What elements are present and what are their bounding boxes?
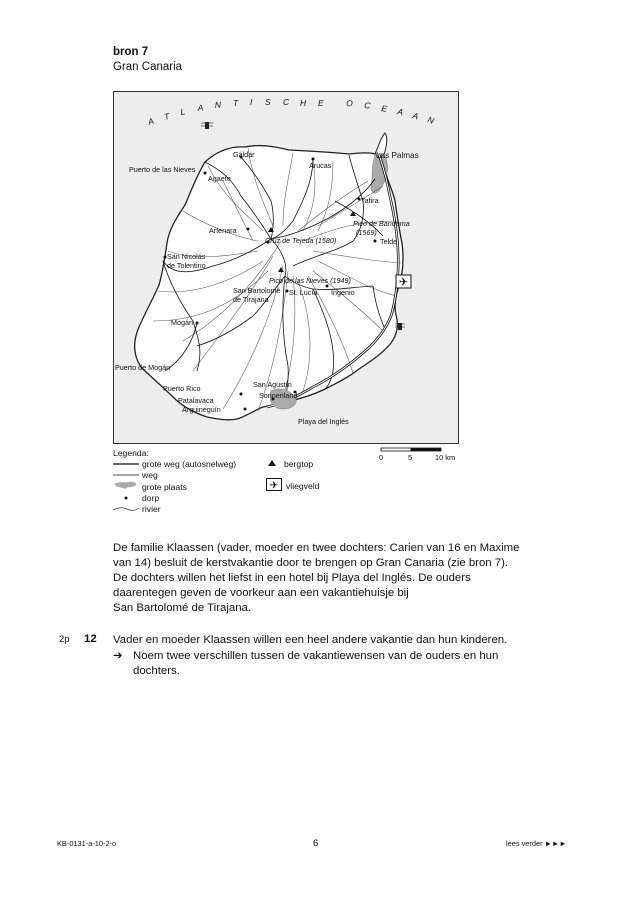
label-pico-de-las-nieves: Pico de las Nieves (1949): [269, 276, 351, 285]
label-st-lucia: St. Lucía: [289, 288, 318, 297]
scale-label: 5: [408, 453, 413, 462]
label-artenara: Artenara: [209, 226, 237, 235]
intro-paragraph: [113, 541, 563, 616]
peak-marker-icon: [266, 459, 284, 470]
ocean-letter: H: [300, 98, 307, 108]
label-arguineguin: Arguineguín: [182, 405, 221, 414]
legend-label: weg: [142, 470, 158, 481]
label-tafira: Tafira: [361, 196, 379, 205]
question-instruction: [113, 649, 498, 679]
gran-canaria-map: [113, 91, 459, 444]
map-legend: [113, 448, 236, 515]
paragraph-line: San Bartolomé de Tirajana.: [113, 602, 252, 615]
label-playa-del-ingles: Playa del Inglés: [298, 417, 349, 426]
paragraph-line: daarentegen geven de voorkeur aan een vakantiehuisje bij: [113, 587, 409, 600]
airport-icon: [266, 478, 286, 494]
source-title: Gran Canaria: [113, 61, 183, 73]
label-las-palmas: Las Palmas: [376, 151, 419, 160]
legend-item-large-place: [113, 482, 236, 493]
legend-label: dorp: [142, 492, 160, 503]
ocean-letter: S: [265, 97, 271, 107]
label-de-tirajana: de Tirajana: [233, 295, 269, 304]
ocean-letter: A: [411, 110, 420, 122]
legend-item-motorway: [113, 459, 236, 470]
instruction-line: Noem twee verschillen tussen de vakantiewensen van de ouders en hun: [133, 650, 499, 662]
label-patalavaca: Patalavaca: [178, 396, 214, 405]
legend-item-peak: [266, 459, 319, 470]
scale-bar: [378, 447, 462, 467]
ocean-letter: A: [197, 102, 204, 113]
question-text: Vader en moeder Klaassen willen een heel andere vakantie dan hun kinderen.: [113, 634, 508, 646]
ocean-letter: I: [250, 97, 253, 107]
label-arucas: Arucas: [309, 161, 332, 170]
label-san-agustin: San Agustín: [253, 380, 292, 389]
ocean-letter: L: [179, 106, 187, 117]
ocean-letter: A: [146, 115, 156, 127]
source-label: bron 7: [113, 46, 149, 58]
ocean-letter: O: [345, 98, 354, 109]
ocean-letter: T: [233, 98, 239, 108]
label-san-nicolas: San Nicolás: [167, 252, 206, 261]
label-puerto-de-mogan: Puerto de Mogán: [115, 363, 171, 372]
label-mogan: Mogán: [171, 318, 193, 327]
svg-text:✈: ✈: [398, 276, 409, 289]
label-pico-de-bandama-height: (1569): [356, 228, 377, 237]
instruction-line: dochters.: [133, 665, 180, 678]
legend-label: grote plaats: [142, 481, 187, 492]
legend-label: vliegveld: [286, 480, 320, 491]
label-galdar: Gáldar: [233, 150, 255, 159]
legend-item-airport: [266, 478, 319, 494]
airport-icon: [396, 275, 411, 289]
label-ingenio: Ingenio: [331, 288, 355, 297]
legend-item-road: [113, 470, 236, 481]
ocean-letter: E: [380, 103, 388, 114]
map-legend-secondary: [266, 459, 319, 494]
legend-label: rivier: [142, 503, 161, 514]
paragraph-line: De familie Klaassen (vader, moeder en twee dochters: Carien van 16 en Maxime: [113, 542, 520, 554]
scale-label: 0: [379, 453, 384, 462]
label-pico-de-bandama: Pico de Bandama: [353, 219, 410, 228]
legend-label: grote weg (autosnelweg): [142, 459, 237, 470]
ocean-letter: C: [363, 100, 371, 111]
label-sonnenland: Sonnenland: [259, 391, 298, 400]
svg-text:✈: ✈: [269, 480, 279, 492]
ocean-letter: N: [426, 114, 436, 126]
ocean-letter: T: [163, 110, 171, 122]
paragraph-line: van 14) besluit de kerstvakantie door te brengen op Gran Canaria (zie bron 7).: [113, 557, 509, 570]
arrow-icon: ➔: [113, 650, 123, 662]
footer-exam-code: KB-0131-a-10-2-o: [57, 839, 117, 848]
footer-page-number: 6: [313, 838, 319, 849]
legend-title: Legenda:: [113, 448, 149, 458]
legend-item-river: [113, 504, 236, 515]
footer-continue: lees verder ►►►: [506, 839, 567, 848]
label-agaete: Agaete: [208, 174, 231, 183]
legend-item-village: [113, 493, 236, 504]
label-puerto-rico: Puerto Rico: [163, 384, 201, 393]
scale-label: 10 km: [435, 453, 456, 462]
label-de-tolentino: de Tolentino: [167, 261, 206, 270]
label-puerto-de-las-nieves: Puerto de las Nieves: [129, 165, 196, 174]
paragraph-line: De dochters willen het liefst in een hotel bij Playa del Inglés. De ouders: [113, 572, 471, 585]
ocean-letter: A: [396, 106, 405, 118]
label-san-bartolome: San Bartolomé: [233, 286, 281, 295]
ocean-letter: C: [283, 97, 290, 107]
legend-label: bergtop: [284, 459, 314, 469]
question-points: 2p: [59, 634, 70, 645]
ocean-letter: N: [214, 99, 222, 110]
question-number: 12: [84, 633, 97, 645]
ocean-letter: E: [318, 98, 324, 108]
label-telde: Telde: [380, 237, 398, 246]
label-cruz-de-tejeda: Cruz de Tejeda (1580): [265, 236, 337, 245]
